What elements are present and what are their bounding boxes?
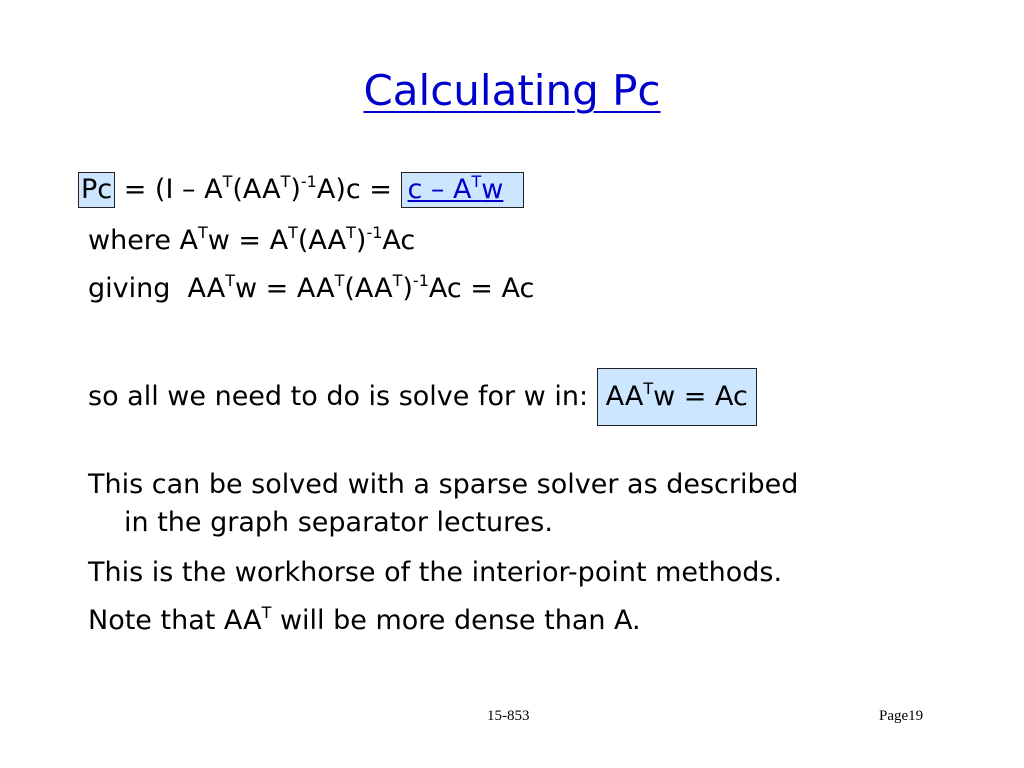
transpose-mark: T [280,172,291,191]
transpose-mark: T [222,172,233,191]
note-text: Note that AA [88,605,262,636]
transpose-mark: T [471,172,482,191]
note-text: will be more dense than A. [271,605,641,636]
eq-text: ) [402,273,413,304]
eq-text: AA [605,381,644,412]
equation-pc [78,172,524,208]
transpose-mark: T [225,271,236,290]
equation-giving [88,272,534,306]
solve-statement [88,368,757,426]
eq-text: A)c = [316,174,401,205]
transpose-mark: T [334,271,345,290]
note-sparse-solver [88,466,968,542]
eq-text: where A [88,225,198,256]
result-text: w [481,174,504,205]
transpose-mark: T [346,223,356,242]
slide-title: Calculating Pc [363,66,661,115]
result-highlight [401,172,525,208]
pc-highlight [78,172,115,208]
note-workhorse: This is the workhorse of the interior-point methods. [88,557,783,588]
eq-text: (AA [344,273,393,304]
note-text: This can be solved with a sparse solver as described [88,469,799,500]
eq-text: (AA [297,225,347,256]
eq-text: ) [290,174,301,205]
eq-text: giving AA [88,273,226,304]
eq-text: (AA [232,174,281,205]
inverse-mark: -1 [366,223,383,242]
notes-block [88,466,968,640]
note-text: in the graph separator lectures. [124,507,553,538]
result-text: c – A [407,174,472,205]
eq-text: so all we need to do is solve for w in: [88,381,597,412]
eq-text: w = A [207,225,289,256]
transpose-mark: T [392,271,403,290]
inverse-mark: -1 [300,172,317,191]
eq-text: = (I – A [115,174,223,205]
footer-course: 15-853 [487,708,530,724]
system-highlight [597,368,757,426]
eq-text: Ac [382,225,416,256]
eq-text: w = AA [235,273,335,304]
transpose-mark: T [643,379,654,398]
inverse-mark: -1 [412,271,429,290]
transpose-mark: T [288,223,298,242]
footer-page-number: Page19 [879,708,924,724]
transpose-mark: T [197,223,208,242]
note-density [88,602,968,640]
equation-where [88,224,415,258]
transpose-mark: T [261,603,272,622]
pc-label: Pc [81,174,113,205]
result-link[interactable] [408,174,504,205]
eq-text: Ac = Ac [428,273,535,304]
eq-text: w = Ac [653,381,748,412]
eq-text: ) [355,225,367,256]
